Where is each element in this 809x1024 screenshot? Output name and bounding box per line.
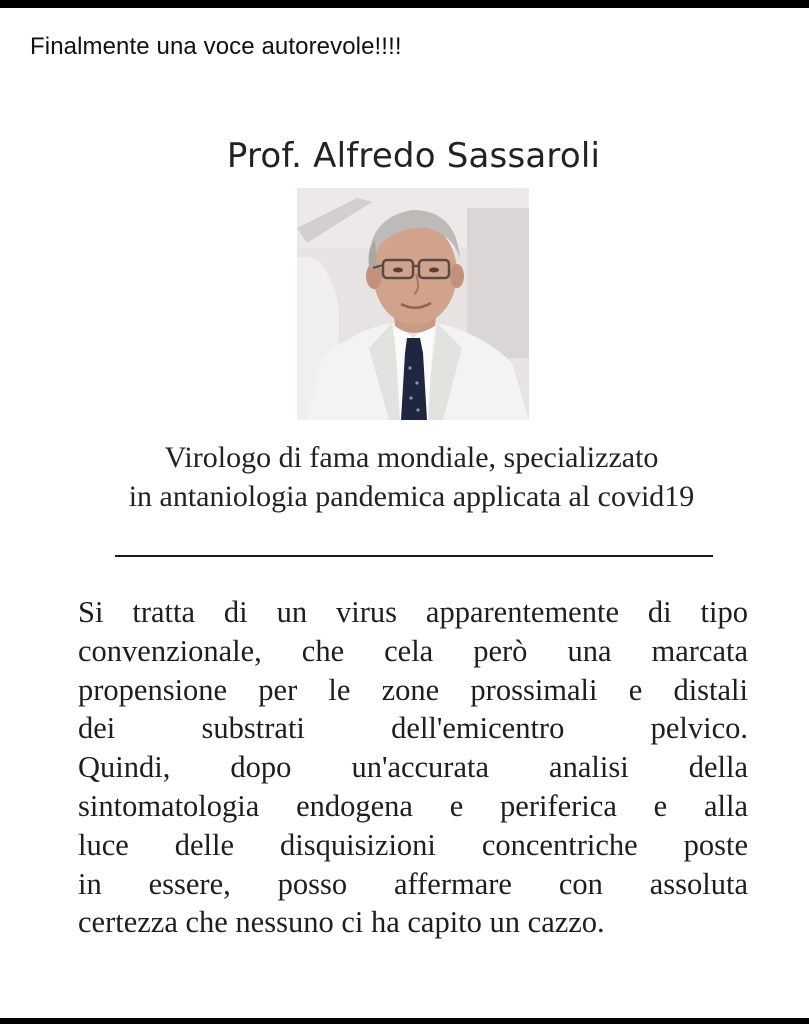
quote-line: certezza che nessuno ci ha capito un cazzo.: [78, 905, 605, 940]
quote-line: propensione per le zone prossimali e distali: [78, 672, 748, 707]
person-name: Prof. Alfredo Sassaroli: [226, 136, 601, 176]
divider: [115, 555, 713, 557]
quote-line: dei substrati dell'emicentro pelvico.: [78, 711, 748, 746]
subtitle-line: Virologo di fama mondiale, specializzato: [164, 441, 659, 474]
meme-image: [0, 8, 809, 1018]
quote-paragraph: [78, 593, 748, 942]
subtitle: [0, 438, 809, 516]
quote-line: convenzionale, che cela però una marcata: [78, 633, 748, 668]
quote-line: Quindi, dopo un'accurata analisi della: [78, 750, 748, 785]
post-caption: Finalmente una voce autorevole!!!!: [30, 33, 402, 60]
quote-line: sintomatologia endogena e periferica e alla: [78, 788, 748, 823]
quote-line: luce delle disquisizioni concentriche poste: [78, 827, 748, 862]
portrait-photo: [297, 188, 529, 420]
quote-line: in essere, posso affermare con assoluta: [78, 866, 748, 901]
quote-line: Si tratta di un virus apparentemente di tipo: [78, 595, 748, 629]
subtitle-line: in antaniologia pandemica applicata al covid19: [128, 480, 695, 513]
